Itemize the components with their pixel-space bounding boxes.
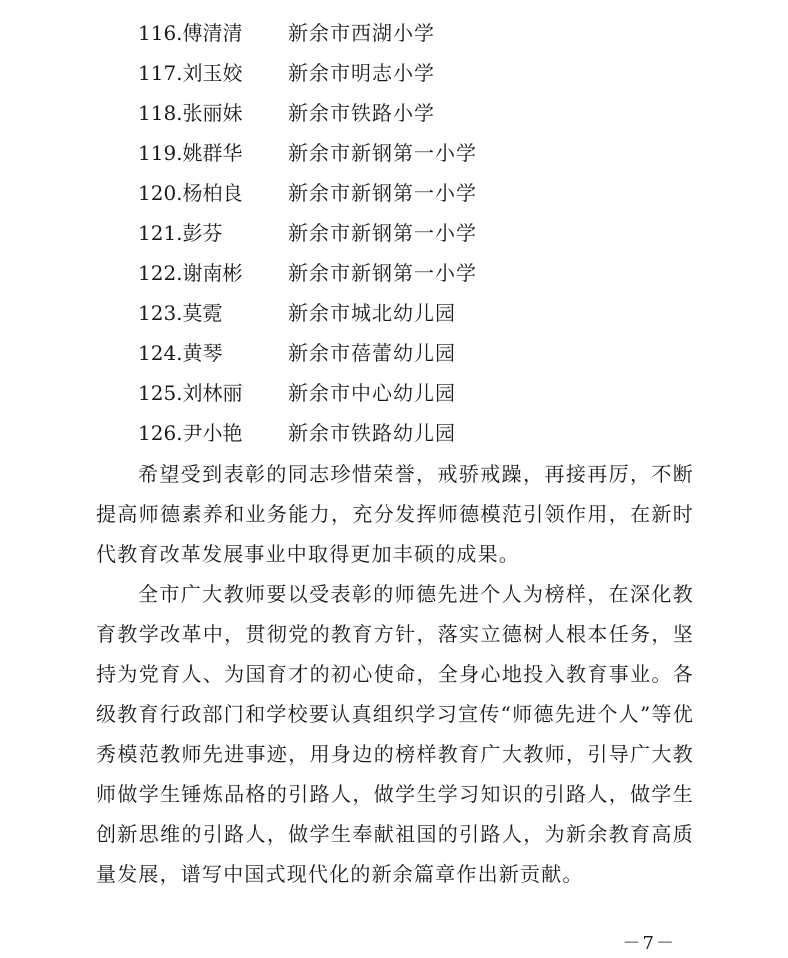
list-item — [138, 336, 698, 376]
list-item — [138, 96, 698, 136]
honoree-name: 杨柏良 — [182, 181, 243, 205]
entry-number: 119. — [138, 141, 183, 165]
honoree-name: 姚群华 — [182, 141, 243, 165]
page-number: －7－ — [622, 933, 676, 954]
list-item — [138, 216, 698, 256]
paragraph-call-to-action: 全市广大教师要以受表彰的师德先进个人为榜样，在深化教育教学改革中，贯彻党的教育方针，落实立德树人根本任务，坚持为党育人、为国育才的初心使命，全身心地投入教育事业。各级教育行政部门和学校要认真组织学习宣传“师德先进个人”等优秀模范教师先进事迹，用身边的榜样教育广大教师，引导广大教师做学生锤炼品格的引路人，做学生学习知识的引路人，做学生创新思维的引路人，做学生奉献祖国的引路人，为新余教育高质量发展，谱写中国式现代化的新余篇章作出新贡献。 — [96, 582, 694, 886]
honoree-school: 新余市中心幼儿园 — [288, 381, 456, 405]
honoree-list — [138, 16, 698, 456]
honoree-school: 新余市新钢第一小学 — [288, 221, 477, 245]
entry-number: 121. — [138, 221, 183, 245]
honoree-name: 刘玉姣 — [182, 61, 243, 85]
honoree-name: 傅清清 — [182, 21, 243, 45]
list-item — [138, 376, 698, 416]
entry-number: 123. — [138, 301, 183, 325]
honoree-name: 彭芬 — [182, 221, 223, 245]
entry-number: 125. — [138, 381, 183, 405]
entry-number: 122. — [138, 261, 183, 285]
honoree-name: 谢南彬 — [182, 261, 243, 285]
entry-number: 116. — [138, 21, 183, 45]
list-item — [138, 296, 698, 336]
body-text — [96, 454, 694, 894]
honoree-school: 新余市铁路小学 — [288, 101, 435, 125]
list-item — [138, 176, 698, 216]
honoree-name: 黄琴 — [182, 341, 223, 365]
honoree-school: 新余市城北幼儿园 — [288, 301, 456, 325]
list-item — [138, 136, 698, 176]
honoree-name: 尹小艳 — [182, 421, 243, 445]
entry-number: 124. — [138, 341, 183, 365]
paragraph-encouragement: 希望受到表彰的同志珍惜荣誉，戒骄戒躁，再接再厉，不断提高师德素养和业务能力，充分发挥师德模范引领作用，在新时代教育改革发展事业中取得更加丰硕的成果。 — [96, 462, 694, 566]
list-item — [138, 416, 698, 456]
honoree-school: 新余市蓓蕾幼儿园 — [288, 341, 456, 365]
honoree-name: 莫霓 — [182, 301, 223, 325]
list-item — [138, 56, 698, 96]
honoree-school: 新余市新钢第一小学 — [288, 181, 477, 205]
entry-number: 118. — [138, 101, 183, 125]
entry-number: 120. — [138, 181, 183, 205]
honoree-school: 新余市铁路幼儿园 — [288, 421, 456, 445]
list-item — [138, 256, 698, 296]
honoree-school: 新余市明志小学 — [288, 61, 435, 85]
honoree-name: 刘林丽 — [182, 381, 243, 405]
entry-number: 117. — [138, 61, 183, 85]
honoree-school: 新余市西湖小学 — [288, 21, 435, 45]
honoree-name: 张丽妹 — [182, 101, 243, 125]
honoree-school: 新余市新钢第一小学 — [288, 141, 477, 165]
honoree-school: 新余市新钢第一小学 — [288, 261, 477, 285]
entry-number: 126. — [138, 421, 183, 445]
list-item — [138, 16, 698, 56]
